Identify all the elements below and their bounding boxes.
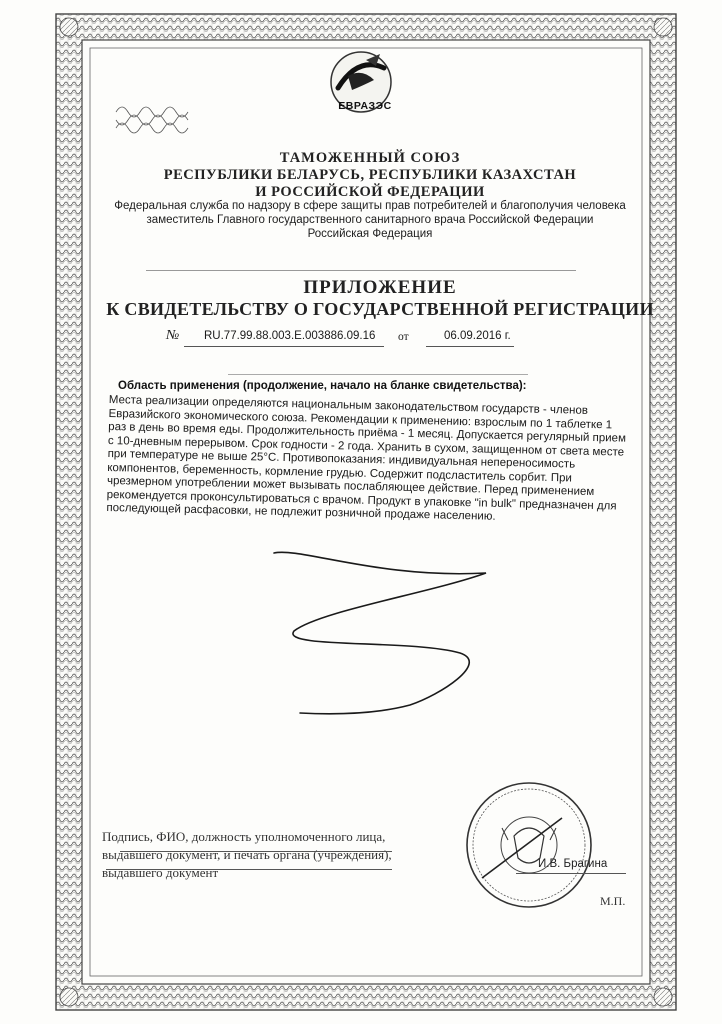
scope-body-text: Места реализации определяются национальным законодательством государств - членов Евразийского экономического союза. Рекомендации к применению: взрослым по 1 таблетке 1 раз в день во время еды. Продолжительность приёма - 1 месяц. Допускается регулярный прием с 10-дневным перерывом. Срок годности - 2 года. Хранить в сухом, защищенном от света месте при температуре не выше 25°С. Противопоказания: индивидуальная непереносимость компонентов, беременность, кормление грудью. Содержит подсластитель сорбит. При чрезмерном употреблении может вызывать послабляющее действие. Перед применением рекомендуется проконсультироваться с врачом. Продукт в упаковке "in bulk" предназначен для последующей расфасовки, не подлежит розничной продаже населению. bbox=[106, 394, 627, 523]
signer-underline bbox=[516, 873, 626, 874]
header-customs-union: ТАМОЖЕННЫЙ СОЮЗ bbox=[279, 150, 461, 166]
header-republics: РЕСПУБЛИКИ БЕЛАРУСЬ, РЕСПУБЛИКИ КАЗАХСТАН bbox=[163, 167, 577, 183]
footer-underline-1 bbox=[120, 851, 392, 852]
registration-date: 06.09.2016 г. bbox=[444, 330, 511, 342]
scope-title: Область применения (продолжение, начало на бланке свидетельства): bbox=[118, 380, 527, 392]
authority-country: Российская Федерация bbox=[307, 228, 433, 240]
number-underline bbox=[184, 346, 384, 347]
footer-underline-2 bbox=[106, 869, 392, 870]
caption-line bbox=[228, 368, 528, 375]
number-sign: № bbox=[166, 328, 180, 343]
cancellation-signature-icon bbox=[260, 545, 500, 720]
footer-sign-caption: Подпись, ФИО, должность уполномоченного лица, выдавшего документ, и печать органа (учреждения), выдавшего документ bbox=[102, 829, 392, 880]
signer-name: И.В. Брагина bbox=[538, 858, 608, 870]
official-seal-icon bbox=[462, 778, 596, 912]
logo-label: ЕВРАЗЭС bbox=[338, 100, 392, 112]
eurasec-logo-icon bbox=[318, 46, 404, 124]
authority-position: заместитель Главного государственного санитарного врача Российской Федерации bbox=[146, 214, 594, 226]
appendix-subtitle: К СВИДЕТЕЛЬСТВУ О ГОСУДАРСТВЕННОЙ РЕГИСТРАЦИИ bbox=[106, 299, 654, 319]
authority-name: Федеральная служба по надзору в сфере защиты прав потребителей и благополучия человека bbox=[114, 200, 626, 212]
authority-caption-line bbox=[146, 264, 576, 271]
registration-number: RU.77.99.88.003.E.003886.09.16 bbox=[204, 330, 376, 342]
header-russian-federation: И РОССИЙСКОЙ ФЕДЕРАЦИИ bbox=[255, 184, 485, 200]
date-underline bbox=[426, 346, 514, 347]
seal-place-label: М.П. bbox=[600, 894, 626, 908]
date-from-label: от bbox=[398, 331, 409, 343]
appendix-title: ПРИЛОЖЕНИЕ bbox=[303, 277, 457, 298]
